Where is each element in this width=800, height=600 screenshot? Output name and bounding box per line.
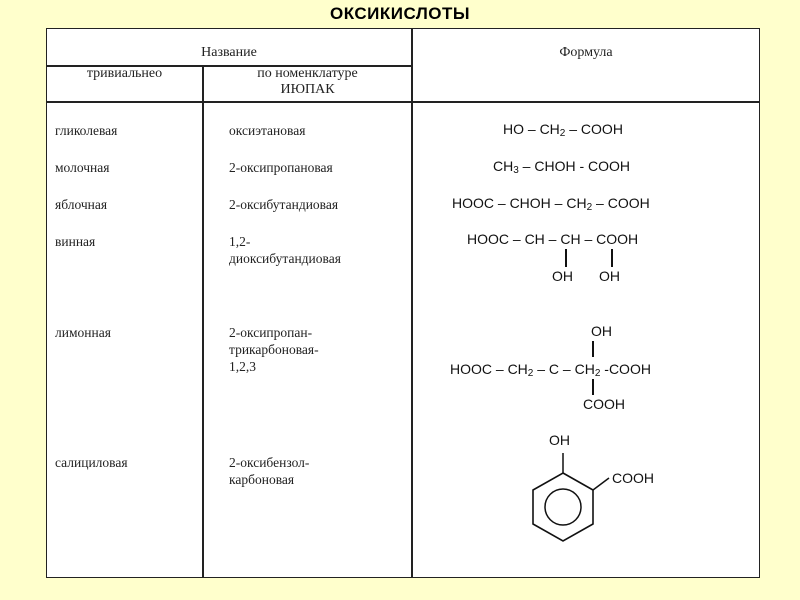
column-divider — [411, 29, 413, 577]
iupac-name-line: 2-оксипропан- — [229, 325, 313, 340]
bond-line — [565, 249, 567, 267]
tartaric-oh-1: OH — [552, 268, 573, 284]
formula-tartaric: HOOC – CH – CH – COOH — [467, 231, 639, 247]
iupac-name-line: диоксибутандиовая — [229, 251, 341, 266]
iupac-name-line: карбоновая — [229, 472, 295, 487]
iupac-name-line: трикарбоновая- — [229, 342, 319, 357]
salicylic-cooh: COOH — [612, 470, 654, 486]
trivial-name-glycolic: гликолевая — [55, 123, 118, 138]
trivial-name-salicylic: салициловая — [55, 455, 128, 470]
salicylic-oh: OH — [549, 432, 570, 448]
tartaric-oh-2: OH — [599, 268, 620, 284]
iupac-name-line: 1,2- — [229, 234, 251, 249]
iupac-name-tartaric — [229, 233, 341, 267]
iupac-name-citric — [229, 324, 319, 375]
header-name: Название — [201, 45, 257, 60]
hydroxy-acids-table — [46, 28, 760, 578]
iupac-name-glycolic: оксиэтановая — [229, 123, 306, 138]
header-iupac-line1: по номенклатуре — [257, 66, 358, 81]
trivial-name-tartaric: винная — [55, 234, 96, 249]
header-iupac-line2: ИЮПАК — [280, 82, 335, 97]
citric-oh: OH — [591, 323, 612, 339]
formula-malic: HOOC – CHOH – $CH_2$ – COOH — [452, 195, 650, 213]
aromatic-circle — [545, 489, 581, 525]
iupac-name-salicylic — [229, 454, 309, 488]
benzene-ring-icon — [503, 443, 633, 553]
header-divider — [47, 101, 759, 103]
page-title: ОКСИКИСЛОТЫ — [330, 4, 470, 23]
trivial-name-lactic: молочная — [55, 160, 110, 175]
trivial-name-citric: лимонная — [55, 325, 111, 340]
citric-cooh: COOH — [583, 396, 625, 412]
bond-line — [611, 249, 613, 267]
benzene-ring-outline — [533, 473, 593, 541]
formula-lactic: $CH_3$ – CHOH - COOH — [493, 158, 631, 176]
iupac-name-lactic: 2-оксипропановая — [229, 160, 333, 175]
iupac-name-line: 1,2,3 — [229, 359, 256, 374]
bond-line — [592, 341, 594, 357]
trivial-name-malic: яблочная — [55, 197, 108, 212]
column-divider — [202, 65, 204, 577]
iupac-name-malic: 2-оксибутандиовая — [229, 197, 339, 212]
header-formula: Формула — [559, 45, 613, 60]
iupac-name-line: 2-оксибензол- — [229, 455, 310, 470]
bond-line — [593, 478, 609, 490]
formula-citric: HOOC – $CH_2$ – C – $CH_2$ -COOH — [450, 361, 651, 379]
bond-line — [592, 379, 594, 395]
formula-glycolic: HO – $CH_2$ – COOH — [503, 121, 623, 139]
header-trivial: тривиальнео — [86, 66, 163, 81]
